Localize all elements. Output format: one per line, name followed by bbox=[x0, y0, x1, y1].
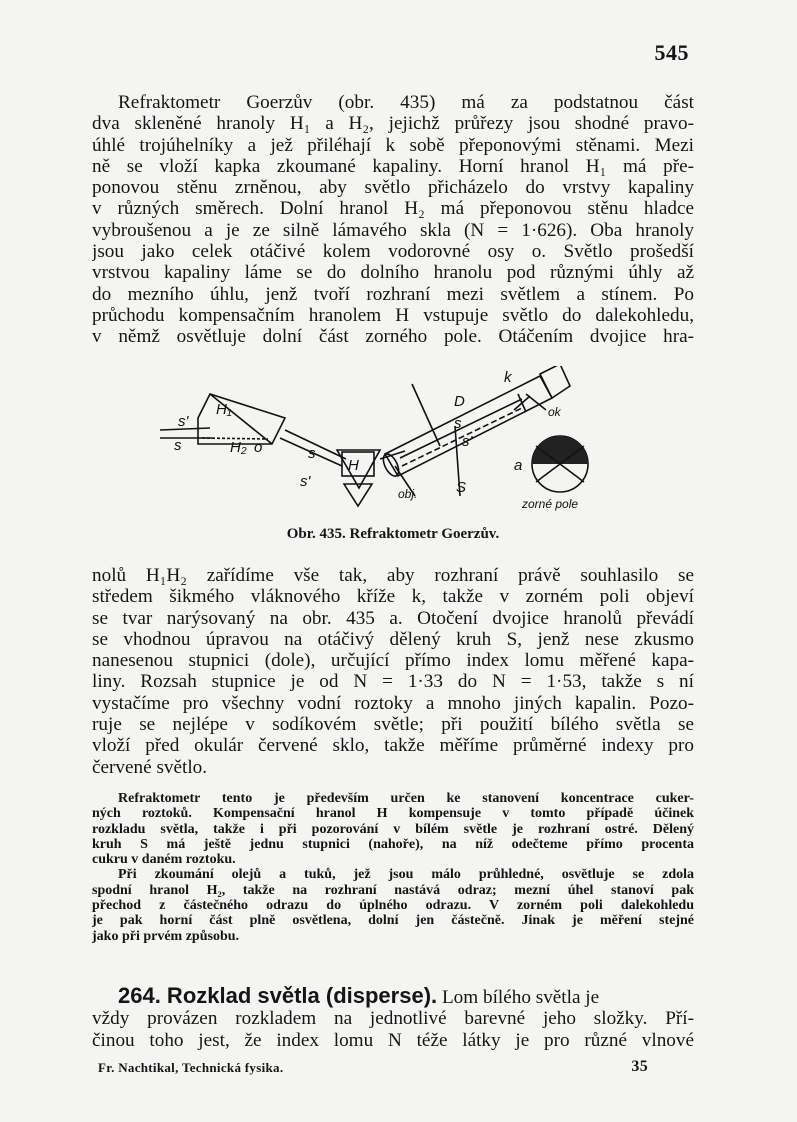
text-line: cukru v daném roztoku. bbox=[92, 852, 236, 868]
text-line: Lom bílého světla je bbox=[437, 987, 600, 1008]
page-footer bbox=[98, 1060, 648, 1076]
eyepiece bbox=[540, 366, 570, 398]
text-line: se tvar narýsovaný na obr. 435 a. Otočení dvojice hranolů převádí bbox=[92, 607, 694, 629]
text-line: vybroušenou a je ze silně lámavého skla (N = 1·626). Oba hranoly bbox=[92, 219, 694, 241]
label-d: D bbox=[454, 393, 465, 410]
text-line: úhlé trojúhelníky a jež přiléhají k sobě přeponovými stěnami. Mezi bbox=[92, 134, 694, 156]
telescope-tube bbox=[385, 376, 552, 476]
label-h1: H₁ bbox=[216, 401, 232, 418]
text-line: vloží před okulár červené sklo, takže měříme průměrné indexy pro bbox=[92, 735, 694, 757]
text-line: ponovou stěnu zrněnou, aby světlo přicházelo do vrstvy kapaliny bbox=[92, 177, 694, 199]
small-print-notes bbox=[92, 791, 694, 944]
page-number: 545 bbox=[654, 40, 689, 65]
label-s-prime-tube: s' bbox=[462, 433, 473, 450]
text-line: ně se vloží kapka zkoumané kapaliny. Horní hranol H₁ má pře- bbox=[92, 155, 694, 177]
label-obj: obj. bbox=[398, 487, 418, 501]
label-a: a bbox=[514, 457, 523, 474]
label-ok: ok bbox=[548, 405, 561, 419]
text-line: ných roztoků. Kompensační hranol H kompensuje v tomto případě účinek bbox=[92, 806, 694, 822]
label-h: H bbox=[348, 457, 359, 474]
text-line: červené světlo. bbox=[92, 756, 208, 778]
section-first-line bbox=[92, 985, 694, 1008]
text-line: vrstvou kapaliny láme se do dolního hranolu pod různými úhly až bbox=[92, 262, 694, 284]
label-zorne-pole: zorné pole bbox=[522, 497, 579, 511]
text-line: nanesenou stupnici (dole), určující přímo index lomu měřené kapa- bbox=[92, 650, 694, 672]
text-line: liny. Rozsah stupnice je od N = 1·33 do N = 1·53, takže s ní bbox=[92, 671, 694, 693]
text-line: ruje se nejlépe v sodíkovém světle; při použití bílého světla se bbox=[92, 714, 694, 736]
text-line: přechod z částečného odrazu do úplného odrazu. V zorném poli dalekohledu bbox=[92, 898, 694, 914]
pointer-d bbox=[412, 384, 440, 446]
label-s-left: s bbox=[174, 437, 182, 454]
text-line: nolů H₁H₂ zařídíme vše tak, aby rozhraní právě souhlasilo se bbox=[92, 565, 694, 586]
text-line: Refraktometr tento je především určen ke stanovení koncentrace cuker- bbox=[118, 791, 694, 806]
text-line: jsou jako celek otáčivé kolem vodorovné osy o. Světlo prošedší bbox=[92, 241, 694, 263]
text-line: vystačíme pro všechny vodní roztoky a mnoho jiných kapalin. Pozo- bbox=[92, 692, 694, 714]
label-s-big: S bbox=[456, 479, 467, 496]
text-line: průchodu kompensačním hranolem H vstupuje světlo do dalekohledu, bbox=[92, 304, 694, 326]
text-line: činou toho jest, že index lomu N téže látky je pro různé vlnové bbox=[92, 1029, 694, 1051]
text-line: v různých směrech. Dolní hranol H₂ má přeponovou stěnu hladce bbox=[92, 198, 694, 220]
label-s-mid: s bbox=[308, 445, 316, 462]
label-k: k bbox=[504, 369, 512, 386]
paragraph-refraktometr bbox=[92, 92, 694, 348]
section-264 bbox=[92, 985, 694, 1051]
refractometer-diagram bbox=[150, 366, 610, 516]
text-line: vždy provázen rozkladem na jednotlivé barevné jeho složky. Pří- bbox=[92, 1008, 694, 1030]
text-line: Při zkoumání olejů a tuků, jež jsou málo průhledné, osvětluje se zdola bbox=[118, 867, 694, 883]
text-line: rozkladu světla, takže i při pozorování v bílém světle je rozhraní ostré. Dělený bbox=[92, 821, 694, 837]
crosshair-2 bbox=[514, 396, 530, 410]
figure-caption: Obr. 435. Refraktometr Goerzův. bbox=[286, 526, 500, 542]
label-s-prime-mid: s' bbox=[300, 473, 311, 490]
paragraph-continuation bbox=[92, 565, 694, 778]
text-line: se vhodnou úpravou na otáčivý dělený kruh S, jenž nese zkusmo bbox=[92, 628, 694, 650]
text-line: spodní hranol H₂, takže na rozhraní nastává odraz; mezní úhel stanoví pak bbox=[92, 882, 694, 898]
text-line: Refraktometr Goerzův (obr. 435) má za podstatnou část bbox=[118, 92, 694, 113]
text-line: středem šikmého vláknového kříže k, takže v zorném poli objeví bbox=[92, 586, 694, 608]
text-line: je pak horní část plně osvětlena, dolní jen částečně. Jinak je měření stejné bbox=[92, 913, 694, 929]
text-line: kruh S má ještě jednu stupnici (nahoře), na níž odečteme přímo procenta bbox=[92, 836, 694, 852]
label-s-prime-left: s' bbox=[178, 413, 189, 430]
text-line: jako při prvém způsobu. bbox=[92, 928, 240, 944]
label-o: o bbox=[254, 439, 263, 456]
text-line: do mezního úhlu, jenž tvoří rozhraní mezi světlem a stínem. Po bbox=[92, 283, 694, 305]
text-line: dva skleněné hranoly H₁ a H₂, jejichž průřezy jsou shodné pravo- bbox=[92, 113, 694, 135]
text-line: v němž osvětluje dolní část zorného pole. Otáčením dvojice hra- bbox=[92, 326, 694, 348]
label-h2: H₂ bbox=[230, 439, 247, 456]
footer-signature: Fr. Nachtikal, Technická fysika. bbox=[98, 1060, 284, 1075]
label-s-tube: s bbox=[454, 415, 462, 432]
signature-number: 35 bbox=[631, 1058, 648, 1075]
section-heading: 264. Rozklad světla (disperse). bbox=[118, 985, 438, 1008]
